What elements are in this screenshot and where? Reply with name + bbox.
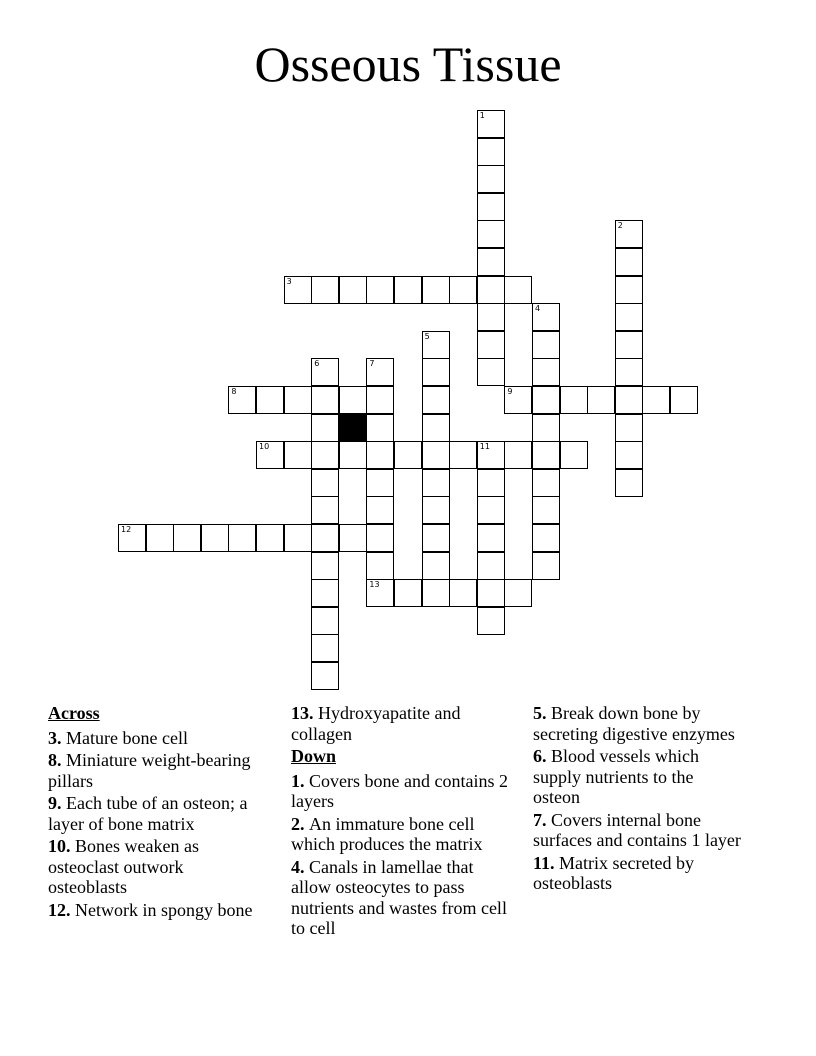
grid-cell <box>504 276 532 304</box>
grid-cell <box>311 441 339 469</box>
grid-cell <box>532 358 560 386</box>
grid-cell <box>201 524 229 552</box>
grid-cell <box>449 276 477 304</box>
across-clue-3: 3. Mature bone cell <box>48 727 188 748</box>
grid-cell <box>284 276 312 304</box>
grid-cell <box>449 441 477 469</box>
grid-cell <box>422 331 450 359</box>
grid-cell <box>532 303 560 331</box>
grid-cell <box>477 138 505 166</box>
grid-cell <box>615 276 643 304</box>
grid-cell <box>477 110 505 138</box>
across-clue-9: 9. Each tube of an osteon; a layer of bone matrix <box>48 793 248 834</box>
down-clue-11: 11. Matrix secreted by osteoblasts <box>533 852 694 893</box>
clue-number-10: 10 <box>259 442 270 452</box>
grid-cell <box>311 276 339 304</box>
grid-cell <box>311 469 339 497</box>
grid-cell <box>311 414 339 442</box>
grid-cell <box>560 386 588 414</box>
grid-cell <box>422 386 450 414</box>
grid-cell <box>422 358 450 386</box>
grid-cell <box>504 579 532 607</box>
grid-cell <box>339 276 367 304</box>
clue-number-12: 12 <box>121 525 132 534</box>
grid-cell <box>477 524 505 552</box>
grid-cell <box>311 552 339 580</box>
grid-cell <box>477 496 505 524</box>
clue-number-13: 13 <box>369 580 380 590</box>
grid-cell <box>477 552 505 580</box>
grid-cell <box>504 441 532 469</box>
grid-cell <box>339 441 367 469</box>
grid-cell <box>532 524 560 552</box>
clue-number-3: 3 <box>286 276 292 286</box>
grid-cell <box>477 331 505 359</box>
clue-number-7: 7 <box>369 359 375 369</box>
grid-cell <box>449 579 477 607</box>
grid-cell <box>366 552 394 580</box>
clue-number-6: 6 <box>314 359 320 369</box>
grid-cell <box>615 248 643 276</box>
grid-cell <box>146 524 174 552</box>
grid-cell <box>477 358 505 386</box>
grid-cell <box>394 276 422 304</box>
down-clue-5: 5. Break down bone by secreting digestive enzymes <box>533 703 735 744</box>
grid-cell <box>394 579 422 607</box>
grid-cell <box>532 331 560 359</box>
grid-cell <box>311 607 339 635</box>
grid-cell <box>366 469 394 497</box>
grid-cell <box>173 524 201 552</box>
down-clue-6: 6. Blood vessels which supply nutrients to the osteon <box>533 746 699 807</box>
clue-number-8: 8 <box>231 387 237 396</box>
grid-cell <box>339 524 367 552</box>
grid-cell <box>228 386 256 414</box>
grid-cell <box>615 331 643 359</box>
grid-cell <box>284 386 312 414</box>
grid-cell <box>477 193 505 221</box>
grid-cell <box>532 414 560 442</box>
grid-cell <box>477 607 505 635</box>
clue-number-11: 11 <box>479 442 490 452</box>
grid-cell <box>422 276 450 304</box>
across-clue-8: 8. Miniature weight-bearing pillars <box>48 750 251 791</box>
grid-cell <box>615 469 643 497</box>
grid-cell <box>366 414 394 442</box>
down-clue-4: 4. Canals in lamellae that allow osteocytes to pass nutrients and wastes from cell to cell <box>291 856 507 938</box>
grid-cell <box>256 441 284 469</box>
grid-cell <box>477 276 505 304</box>
clue-number-4: 4 <box>535 304 541 314</box>
grid-cell <box>311 386 339 414</box>
grid-cell <box>477 303 505 331</box>
grid-cell <box>366 524 394 552</box>
grid-cell <box>615 358 643 386</box>
grid-cell <box>366 496 394 524</box>
clue-column-2 <box>291 703 516 941</box>
grid-cell <box>311 634 339 662</box>
grid-cell <box>587 386 615 414</box>
across-clue-12: 12. Network in spongy bone <box>48 899 253 920</box>
grid-cell <box>366 276 394 304</box>
grid-cell <box>311 662 339 690</box>
grid-cell <box>477 579 505 607</box>
grid-cell <box>366 441 394 469</box>
clue-column-3 <box>533 703 743 896</box>
across-clue-10: 10. Bones weaken as osteoclast outwork osteoblasts <box>48 836 199 897</box>
grid-cell <box>532 386 560 414</box>
clue-number-5: 5 <box>424 331 430 341</box>
across-clue-13: 13. Hydroxyapatite and collagen <box>291 703 461 744</box>
down-clue-2: 2. An immature bone cell which produces the matrix <box>291 813 483 854</box>
grid-cell <box>615 414 643 442</box>
grid-cell <box>422 441 450 469</box>
grid-cell <box>615 441 643 469</box>
grid-cell <box>366 386 394 414</box>
grid-cell <box>422 524 450 552</box>
down-clue-1: 1. Covers bone and contains 2 layers <box>291 770 508 811</box>
grid-cell <box>422 469 450 497</box>
grid-cell <box>615 386 643 414</box>
grid-cell <box>422 552 450 580</box>
grid-cell <box>477 248 505 276</box>
grid-cell <box>228 524 256 552</box>
grid-cell <box>394 441 422 469</box>
grid-cell <box>477 469 505 497</box>
grid-cell <box>422 579 450 607</box>
clue-number-9: 9 <box>507 387 513 396</box>
grid-cell <box>256 524 284 552</box>
grid-cell <box>477 220 505 248</box>
grid-cell <box>311 358 339 386</box>
clue-number-1: 1 <box>479 111 485 120</box>
across-heading: Across <box>48 703 100 723</box>
grid-cell <box>532 469 560 497</box>
clue-column-1 <box>48 703 258 922</box>
grid-cell <box>118 524 146 552</box>
down-clue-7: 7. Covers internal bone surfaces and contains 1 layer <box>533 809 741 850</box>
grid-cell <box>339 386 367 414</box>
grid-cell <box>366 358 394 386</box>
grid-cell <box>532 496 560 524</box>
grid-cell <box>284 524 312 552</box>
grid-cell <box>477 441 505 469</box>
grid-cell <box>256 386 284 414</box>
grid-cell <box>532 441 560 469</box>
grid-cell <box>504 386 532 414</box>
grid-cell <box>560 441 588 469</box>
grid-cell <box>311 524 339 552</box>
grid-cell <box>615 220 643 248</box>
grid-cell <box>422 496 450 524</box>
grid-cell <box>366 579 394 607</box>
grid-cell <box>311 579 339 607</box>
grid-cell <box>477 165 505 193</box>
black-square <box>339 414 367 442</box>
clue-number-2: 2 <box>617 221 623 231</box>
page-title: Osseous Tissue <box>254 36 562 92</box>
grid-cell <box>311 496 339 524</box>
grid-cell <box>422 414 450 442</box>
grid-cell <box>670 386 698 414</box>
down-heading: Down <box>291 746 337 766</box>
grid-cell <box>615 303 643 331</box>
grid-cell <box>532 552 560 580</box>
grid-cell <box>284 441 312 469</box>
grid-cell <box>642 386 670 414</box>
